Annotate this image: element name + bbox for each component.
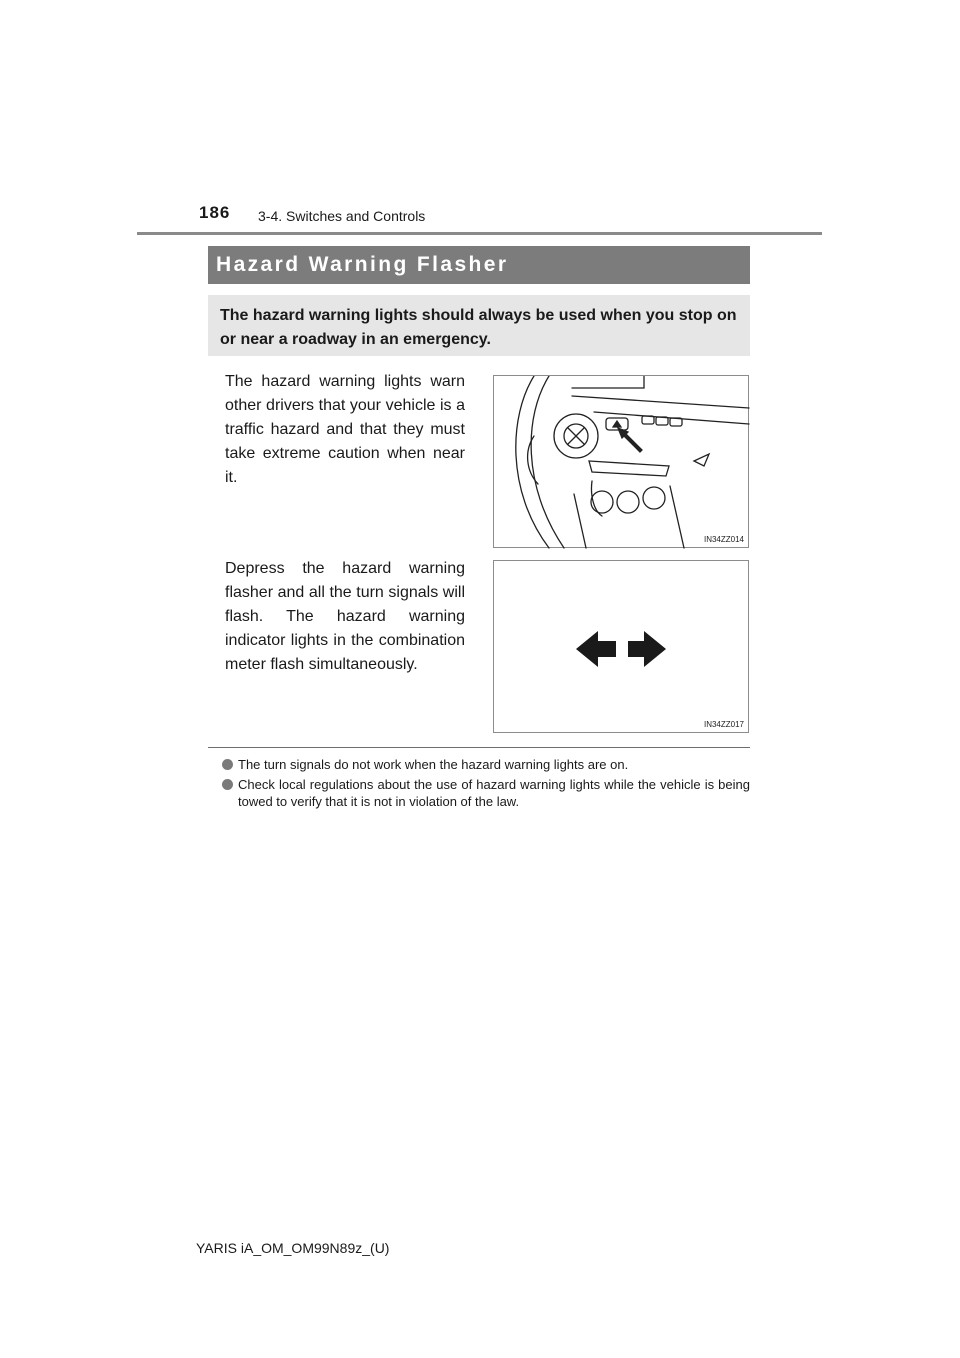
figure-hazard-switch <box>493 375 749 548</box>
footer-document-code: YARIS iA_OM_OM99N89z_(U) <box>196 1240 390 1256</box>
bullet-icon <box>222 759 233 770</box>
header-divider <box>137 232 822 235</box>
page-title: Hazard Warning Flasher <box>216 253 509 276</box>
dashboard-hazard-switch-illustration <box>494 376 750 549</box>
note-text: Check local regulations about the use of hazard warning lights while the vehicle is being towed to verify that it is not in violation of the law. <box>238 777 750 809</box>
left-arrow-icon <box>576 631 616 667</box>
paragraph-hazard-purpose: The hazard warning lights warn other drivers that your vehicle is a traffic hazard and that they must take extreme caution when near it. <box>225 373 465 486</box>
intro-box <box>208 295 750 356</box>
right-arrow-icon <box>628 631 666 667</box>
notes-list <box>222 756 750 813</box>
list-item <box>222 776 750 810</box>
section-title-bar <box>208 246 750 284</box>
figure-indicator-arrows <box>493 560 749 733</box>
intro-text: The hazard warning lights should always be used when you stop on or near a roadway in an emergency. <box>220 307 737 348</box>
page-number: 186 <box>199 203 231 222</box>
notes-divider <box>208 747 750 748</box>
list-item <box>222 756 750 773</box>
figure-code: IN34ZZ017 <box>703 720 744 729</box>
turn-signal-arrows-icon <box>494 561 750 734</box>
section-reference: 3-4. Switches and Controls <box>258 208 426 224</box>
paragraph-hazard-operation: Depress the hazard warning flasher and all the turn signals will flash. The hazard warning indicator lights in the combination meter flash simultaneously. <box>225 560 465 673</box>
bullet-icon <box>222 779 233 790</box>
figure-code: IN34ZZ014 <box>703 535 744 544</box>
note-text: The turn signals do not work when the hazard warning lights are on. <box>238 757 629 772</box>
